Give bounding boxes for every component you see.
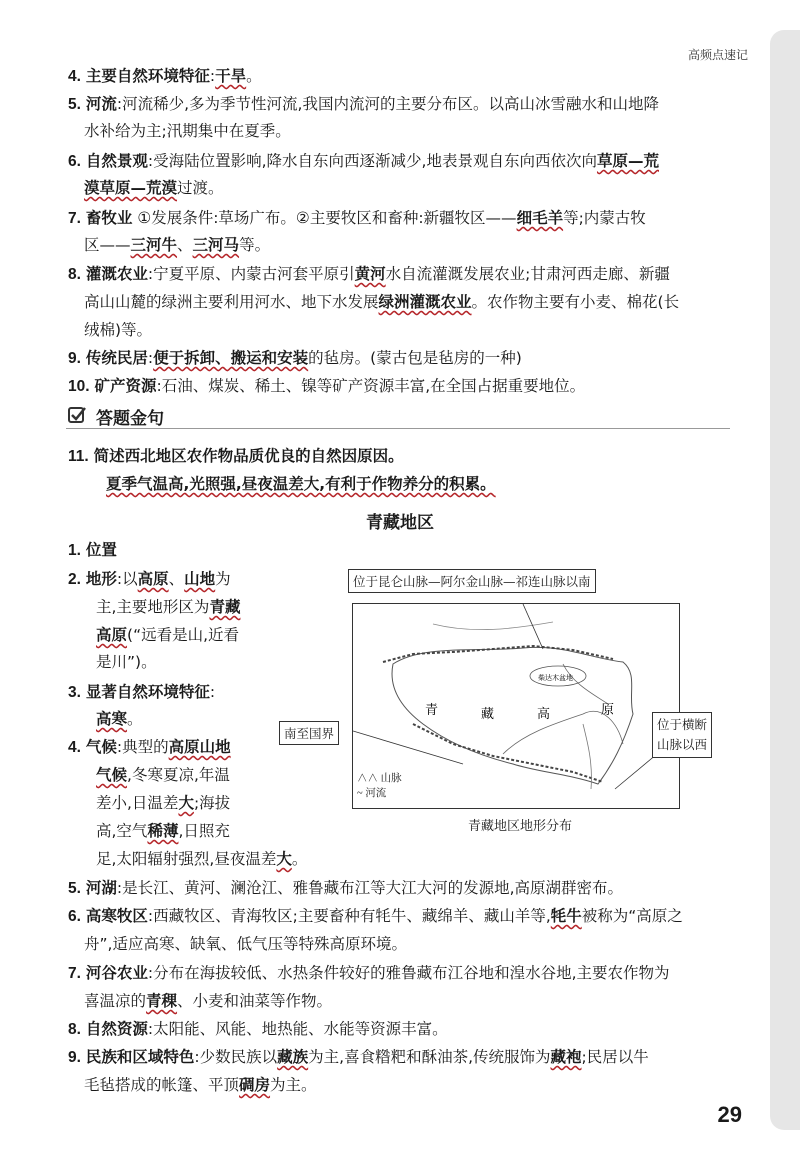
item-4: 4. 主要自然环境特征:干旱。 bbox=[68, 67, 262, 85]
item-6: 6. 自然景观:受海陆位置影响,降水自东向西逐渐减少,地表景观自东向西依次向草原—荒 bbox=[68, 152, 659, 170]
qz-item-6-line2: 舟”,适应高寒、缺氧、低气压等特殊高原环境。 bbox=[84, 935, 407, 953]
item-5: 5. 河流:河流稀少,多为季节性河流,我国内流河的主要分布区。以高山冰雪融水和山地降 bbox=[68, 95, 659, 113]
qz-item-2-line4: 是川”)。 bbox=[96, 653, 157, 671]
river-symbol-icon: ~ bbox=[357, 788, 366, 799]
qz-item-9: 9. 民族和区域特色:少数民族以藏族为主,喜食糌粑和酥油茶,传统服饰为藏袍;民居以牛 bbox=[68, 1048, 649, 1066]
section-title: 答题金句 bbox=[96, 409, 164, 429]
qz-item-7-line2: 喜温凉的青稞、小麦和油菜等作物。 bbox=[84, 992, 333, 1010]
plateau-char-2: 藏 bbox=[481, 706, 495, 721]
qz-item-4-line4: 高,空气稀薄,日照充 bbox=[96, 822, 230, 840]
qz-item-2: 2. 地形:以高原、山地为 bbox=[68, 570, 231, 588]
qz-item-7: 7. 河谷农业:分布在海拔较低、水热条件较好的雅鲁藏布江谷地和湟水谷地,主要农作物为 bbox=[68, 964, 670, 982]
item-8-line2: 高山山麓的绿洲主要利用河水、地下水发展绿洲灌溉农业。农作物主要有小麦、棉花(长 bbox=[84, 293, 680, 311]
mountain-chain-south bbox=[413, 724, 603, 782]
river-3 bbox=[433, 622, 553, 630]
item-5-line2: 水补给为主;汛期集中在夏季。 bbox=[84, 122, 291, 140]
callout-south-boundary: 南至国界 bbox=[279, 721, 339, 745]
qz-item-2-line2: 主,主要地形区为青藏 bbox=[96, 598, 241, 616]
item-6-line2: 漠草原—荒漠过渡。 bbox=[84, 179, 224, 197]
running-header: 高频点速记 bbox=[687, 48, 748, 62]
answer-11: 夏季气温高,光照强,昼夜温差大,有利于作物养分的积累。 bbox=[106, 475, 496, 493]
item-8-line3: 绒棉)等。 bbox=[84, 321, 153, 339]
river-4 bbox=[583, 724, 591, 789]
page-edge-tab bbox=[770, 30, 800, 1130]
mountain-chain-north bbox=[383, 646, 613, 662]
river-2 bbox=[563, 664, 608, 704]
basin-label: 柴达木盆地 bbox=[538, 674, 573, 682]
leader-south bbox=[353, 731, 463, 764]
item-10: 10. 矿产资源:石油、煤炭、稀土、镍等矿产资源丰富,在全国占据重要地位。 bbox=[68, 377, 586, 395]
question-11: 11. 简述西北地区农作物品质优良的自然因原因。 bbox=[68, 447, 404, 465]
river-1 bbox=[503, 711, 623, 754]
qz-item-8: 8. 自然资源:太阳能、风能、地热能、水能等资源丰富。 bbox=[68, 1020, 448, 1038]
item-8: 8. 灌溉农业:宁夏平原、内蒙古河套平原引黄河水自流灌溉发展农业;甘肃河西走廊、新疆 bbox=[68, 265, 670, 283]
callout-east-boundary: 位于横断 山脉以西 bbox=[652, 712, 712, 758]
plateau-char-1: 青 bbox=[425, 702, 439, 717]
plateau-char-3: 高 bbox=[537, 706, 551, 721]
callout-north-boundary: 位于昆仑山脉—阿尔金山脉—祁连山脉以南 bbox=[348, 569, 596, 593]
page-number: 29 bbox=[717, 1102, 742, 1127]
checkbox-icon bbox=[68, 406, 86, 424]
mountain-symbol-icon: ∧∧ bbox=[357, 773, 381, 784]
qz-item-9-line2: 毛毡搭成的帐篷、平顶碉房为主。 bbox=[84, 1076, 317, 1094]
plateau-char-4: 原 bbox=[601, 702, 615, 717]
qz-item-5: 5. 河湖:是长江、黄河、澜沧江、雅鲁藏布江等大江大河的发源地,高原湖群密布。 bbox=[68, 879, 624, 897]
map-figure bbox=[352, 603, 680, 809]
map-legend bbox=[357, 770, 407, 804]
item-7-line2: 区——三河牛、三河马等。 bbox=[84, 236, 271, 254]
qz-item-4: 4. 气候:典型的高原山地 bbox=[68, 738, 231, 756]
qz-item-3-line2: 高寒。 bbox=[96, 710, 143, 728]
legend-river: ~ 河流 bbox=[357, 788, 387, 799]
qz-item-4-line2: 气候,冬寒夏凉,年温 bbox=[96, 766, 230, 784]
qz-item-4-line5: 足,太阳辐射强烈,昼夜温差大。 bbox=[96, 850, 308, 868]
map-caption: 青藏地区地形分布 bbox=[467, 819, 572, 834]
section-header bbox=[66, 404, 730, 429]
qz-item-6: 6. 高寒牧区:西藏牧区、青海牧区;主要畜种有牦牛、藏绵羊、藏山羊等,牦牛被称为“高原之 bbox=[68, 907, 683, 925]
qz-item-3: 3. 显著自然环境特征: bbox=[68, 683, 216, 701]
item-7: 7. 畜牧业 ①发展条件:草场广布。②主要牧区和畜种:新疆牧区——细毛羊等;内蒙古牧 bbox=[68, 209, 646, 227]
qz-item-2-line3: 高原(“远看是山,近看 bbox=[96, 626, 240, 644]
item-9: 9. 传统民居:便于拆卸、搬运和安装的毡房。(蒙古包是毡房的一种) bbox=[68, 349, 522, 367]
qz-item-4-line3: 差小,日温差大;海拔 bbox=[96, 794, 231, 812]
legend-mountain: ∧∧ 山脉 bbox=[357, 773, 402, 784]
region-title: 青藏地区 bbox=[366, 513, 434, 533]
qz-item-1: 1. 位置 bbox=[68, 541, 117, 559]
